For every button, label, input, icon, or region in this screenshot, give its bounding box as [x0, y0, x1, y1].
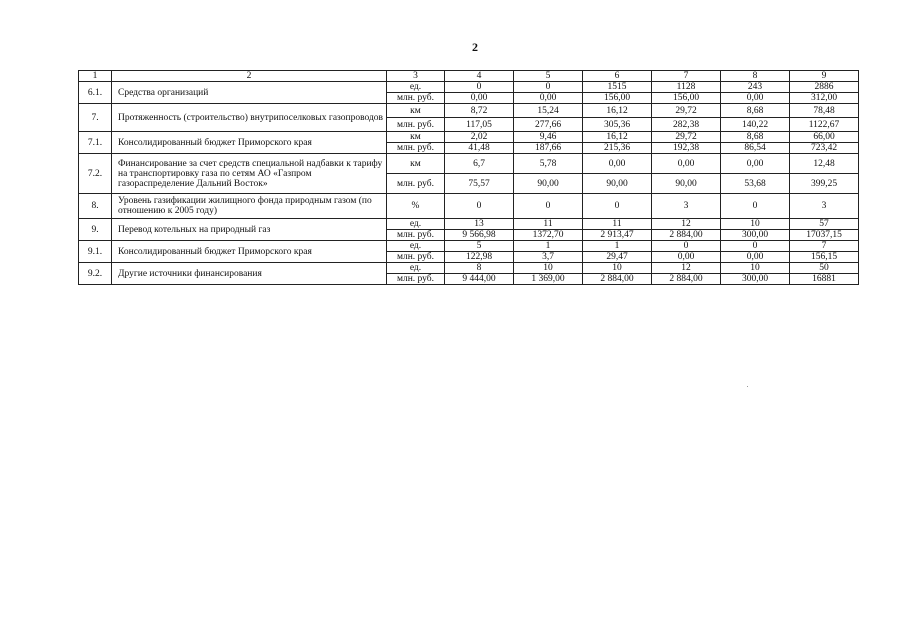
value-cell: 300,00 — [721, 230, 790, 241]
unit-cell: млн. руб. — [387, 252, 445, 263]
row-name: Другие источники финансирования — [112, 263, 387, 285]
header-row — [79, 71, 859, 82]
value-cell: 0,00 — [721, 93, 790, 104]
row-number: 7.1. — [79, 132, 112, 154]
table-row — [79, 82, 859, 93]
value-cell: 0,00 — [445, 93, 514, 104]
row-name: Финансирование за счет средств специальной надбавки к тарифу на транспортировку газа по сетям АО «Газпром газораспределение Дальний Восток» — [112, 154, 387, 194]
value-cell: 3 — [652, 194, 721, 219]
value-cell: 75,57 — [445, 174, 514, 194]
data-table — [78, 70, 859, 285]
value-cell: 1515 — [583, 82, 652, 93]
unit-cell: млн. руб. — [387, 93, 445, 104]
value-cell: 12 — [652, 263, 721, 274]
row-number: 6.1. — [79, 82, 112, 104]
column-header: 3 — [387, 71, 445, 82]
column-header: 2 — [112, 71, 387, 82]
value-cell: 53,68 — [721, 174, 790, 194]
table-row — [79, 132, 859, 143]
column-header: 8 — [721, 71, 790, 82]
row-name: Уровень газификации жилищного фонда природным газом (по отношению к 2005 году) — [112, 194, 387, 219]
value-cell: 10 — [721, 219, 790, 230]
value-cell: 3 — [790, 194, 859, 219]
value-cell: 117,05 — [445, 118, 514, 132]
value-cell: 0,00 — [652, 154, 721, 174]
value-cell: 2 884,00 — [583, 274, 652, 285]
value-cell: 0,00 — [514, 93, 583, 104]
value-cell: 140,22 — [721, 118, 790, 132]
value-cell: 90,00 — [514, 174, 583, 194]
value-cell: 13 — [445, 219, 514, 230]
unit-cell: млн. руб. — [387, 174, 445, 194]
value-cell: 156,00 — [583, 93, 652, 104]
value-cell: 2 913,47 — [583, 230, 652, 241]
value-cell: 3,7 — [514, 252, 583, 263]
value-cell: 16,12 — [583, 132, 652, 143]
row-number: 8. — [79, 194, 112, 219]
value-cell: 1 — [514, 241, 583, 252]
column-header: 1 — [79, 71, 112, 82]
value-cell: 399,25 — [790, 174, 859, 194]
value-cell: 282,38 — [652, 118, 721, 132]
row-name: Перевод котельных на природный газ — [112, 219, 387, 241]
row-number: 9.1. — [79, 241, 112, 263]
value-cell: 300,00 — [721, 274, 790, 285]
value-cell: 11 — [583, 219, 652, 230]
unit-cell: млн. руб. — [387, 143, 445, 154]
value-cell: 277,66 — [514, 118, 583, 132]
unit-cell: ед. — [387, 82, 445, 93]
table-row — [79, 154, 859, 174]
value-cell: 0 — [514, 82, 583, 93]
value-cell: 90,00 — [652, 174, 721, 194]
column-header: 6 — [583, 71, 652, 82]
value-cell: 1 369,00 — [514, 274, 583, 285]
value-cell: 15,24 — [514, 104, 583, 118]
value-cell: 5 — [445, 241, 514, 252]
unit-cell: млн. руб. — [387, 230, 445, 241]
value-cell: 9,46 — [514, 132, 583, 143]
value-cell: 0,00 — [721, 154, 790, 174]
value-cell: 312,00 — [790, 93, 859, 104]
value-cell: 2 884,00 — [652, 274, 721, 285]
unit-cell: млн. руб. — [387, 118, 445, 132]
unit-cell: % — [387, 194, 445, 219]
unit-cell: км — [387, 104, 445, 118]
row-name: Консолидированный бюджет Приморского края — [112, 132, 387, 154]
unit-cell: ед. — [387, 219, 445, 230]
value-cell: 16881 — [790, 274, 859, 285]
value-cell: 1128 — [652, 82, 721, 93]
value-cell: 8 — [445, 263, 514, 274]
value-cell: 66,00 — [790, 132, 859, 143]
value-cell: 90,00 — [583, 174, 652, 194]
value-cell: 6,7 — [445, 154, 514, 174]
value-cell: 29,47 — [583, 252, 652, 263]
value-cell: 2 884,00 — [652, 230, 721, 241]
value-cell: 0 — [583, 194, 652, 219]
value-cell: 122,98 — [445, 252, 514, 263]
row-name: Протяженность (строительство) внутрипоселковых газопроводов — [112, 104, 387, 132]
value-cell: 5,78 — [514, 154, 583, 174]
value-cell: 1 — [583, 241, 652, 252]
value-cell: 41,48 — [445, 143, 514, 154]
value-cell: 11 — [514, 219, 583, 230]
table-row — [79, 104, 859, 118]
value-cell: 156,15 — [790, 252, 859, 263]
value-cell: 8,72 — [445, 104, 514, 118]
value-cell: 0 — [445, 194, 514, 219]
unit-cell: ед. — [387, 241, 445, 252]
table-row — [79, 263, 859, 274]
value-cell: 8,68 — [721, 132, 790, 143]
value-cell: 187,66 — [514, 143, 583, 154]
unit-cell: млн. руб. — [387, 274, 445, 285]
value-cell: 2,02 — [445, 132, 514, 143]
value-cell: 0,00 — [721, 252, 790, 263]
column-header: 4 — [445, 71, 514, 82]
row-number: 7.2. — [79, 154, 112, 194]
value-cell: 86,54 — [721, 143, 790, 154]
value-cell: 0,00 — [652, 252, 721, 263]
value-cell: 50 — [790, 263, 859, 274]
value-cell: 1372,70 — [514, 230, 583, 241]
value-cell: 78,48 — [790, 104, 859, 118]
table-row — [79, 194, 859, 219]
value-cell: 0 — [721, 241, 790, 252]
value-cell: 10 — [583, 263, 652, 274]
value-cell: 1122,67 — [790, 118, 859, 132]
column-header: 9 — [790, 71, 859, 82]
row-name: Средства организаций — [112, 82, 387, 104]
unit-cell: ед. — [387, 263, 445, 274]
value-cell: 0 — [721, 194, 790, 219]
value-cell: 192,38 — [652, 143, 721, 154]
value-cell: 10 — [721, 263, 790, 274]
page-number: 2 — [472, 40, 478, 54]
value-cell: 17037,15 — [790, 230, 859, 241]
value-cell: 57 — [790, 219, 859, 230]
column-header: 7 — [652, 71, 721, 82]
value-cell: 12,48 — [790, 154, 859, 174]
value-cell: 243 — [721, 82, 790, 93]
value-cell: 0,00 — [583, 154, 652, 174]
value-cell: 12 — [652, 219, 721, 230]
value-cell: 9 566,98 — [445, 230, 514, 241]
value-cell: 7 — [790, 241, 859, 252]
row-name: Консолидированный бюджет Приморского края — [112, 241, 387, 263]
table-row — [79, 241, 859, 252]
table-row — [79, 219, 859, 230]
scan-speck — [747, 386, 748, 387]
value-cell: 2886 — [790, 82, 859, 93]
row-number: 9. — [79, 219, 112, 241]
value-cell: 9 444,00 — [445, 274, 514, 285]
value-cell: 10 — [514, 263, 583, 274]
value-cell: 215,36 — [583, 143, 652, 154]
value-cell: 0 — [445, 82, 514, 93]
row-number: 9.2. — [79, 263, 112, 285]
value-cell: 0 — [514, 194, 583, 219]
value-cell: 16,12 — [583, 104, 652, 118]
column-header: 5 — [514, 71, 583, 82]
value-cell: 156,00 — [652, 93, 721, 104]
unit-cell: км — [387, 132, 445, 143]
value-cell: 723,42 — [790, 143, 859, 154]
value-cell: 305,36 — [583, 118, 652, 132]
value-cell: 8,68 — [721, 104, 790, 118]
value-cell: 29,72 — [652, 104, 721, 118]
unit-cell: км — [387, 154, 445, 174]
row-number: 7. — [79, 104, 112, 132]
value-cell: 29,72 — [652, 132, 721, 143]
value-cell: 0 — [652, 241, 721, 252]
